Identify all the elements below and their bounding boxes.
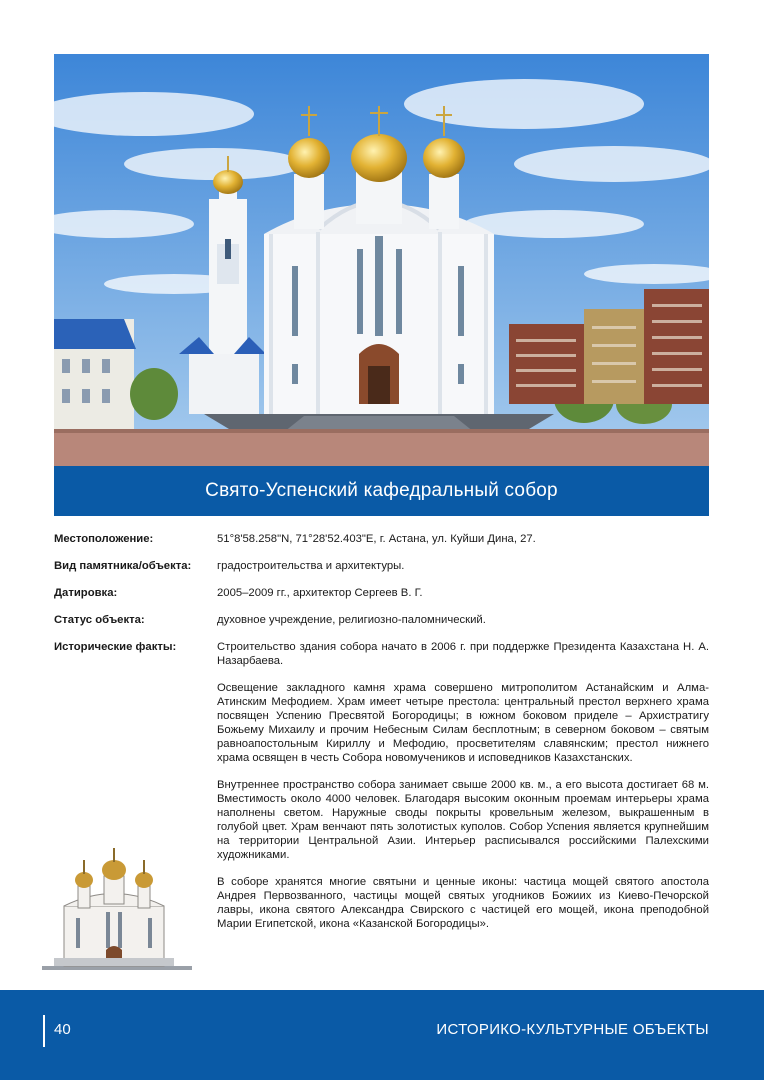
field-dating — [54, 586, 709, 600]
history-paragraph: Строительство здания собора начато в 2006 г. при поддержке Президента Казахстана Н. А. Назарбаева. — [217, 641, 709, 667]
field-label: Статус объекта: — [54, 614, 145, 626]
footer-divider — [43, 1015, 45, 1047]
history-paragraph: Освещение закладного камня храма совершено митрополитом Астанайским и Алма-Атинским Мефодием. Храм имеет четыре престола: центральный престол верхнего храма посвящен Успению Пресвятой Богородицы; в южном боковом приделе – Архистратигу Божьему Михаилу и прочим Небесным Силам бесплотным; в северном боковом – святым равноапостольным Кириллу и Мефодию, просветителям славянским; престол нижнего храма освящен в честь Собора новомучеников и исповедников Казахстанских. — [217, 682, 709, 764]
field-label: Вид памятника/объекта: — [54, 560, 192, 572]
cathedral-photo — [54, 54, 709, 466]
section-title: ИСТОРИКО-КУЛЬТУРНЫЕ ОБЪЕКТЫ — [436, 1021, 709, 1038]
field-label: Датировка: — [54, 587, 118, 599]
page-title: Свято-Успенский кафедральный собор — [54, 466, 709, 516]
field-value: 51°8'58.258"N, 71°28'52.403"E, г. Астана, ул. Куйши Дина, 27. — [217, 533, 536, 545]
page-footer — [0, 990, 764, 1080]
field-value: духовное учреждение, религиозно-паломнический. — [217, 614, 486, 626]
field-label: Исторические факты: — [54, 641, 177, 653]
page-number: 40 — [54, 1021, 71, 1038]
history-text — [217, 640, 709, 931]
cathedral-sketch — [34, 846, 194, 976]
field-label: Местоположение: — [54, 533, 154, 545]
history-paragraph: Внутреннее пространство собора занимает свыше 2000 кв. м., а его высота достигает 68 м. Вместимость около 4000 человек. Благодаря высоким оконным проемам интерьеры храма наполнены светом. Наружные своды покрыты кровельным железом, выкрашенным в голубой цвет. Храм венчают пять золотистых куполов. Собор Успения является крупнейшим на территории Центральной Азии. Интерьер расписывался российскими Палехскими художниками. — [217, 779, 709, 861]
field-value: 2005–2009 гг., архитектор Сергеев В. Г. — [217, 587, 423, 599]
history-paragraph: В соборе хранятся многие святыни и ценные иконы: частица мощей святого апостола Андрея Первозванного, частицы мощей святых угодников Божиих из Киево-Печорской лавры, икона святого Александра Свирского с частицей его мощей, икона преподобной Марии Египетской, икона «Казанской Богородицы». — [217, 876, 709, 930]
field-location — [54, 532, 709, 546]
field-monument-type — [54, 559, 709, 573]
field-status — [54, 613, 709, 627]
field-value: градостроительства и архитектуры. — [217, 560, 405, 572]
